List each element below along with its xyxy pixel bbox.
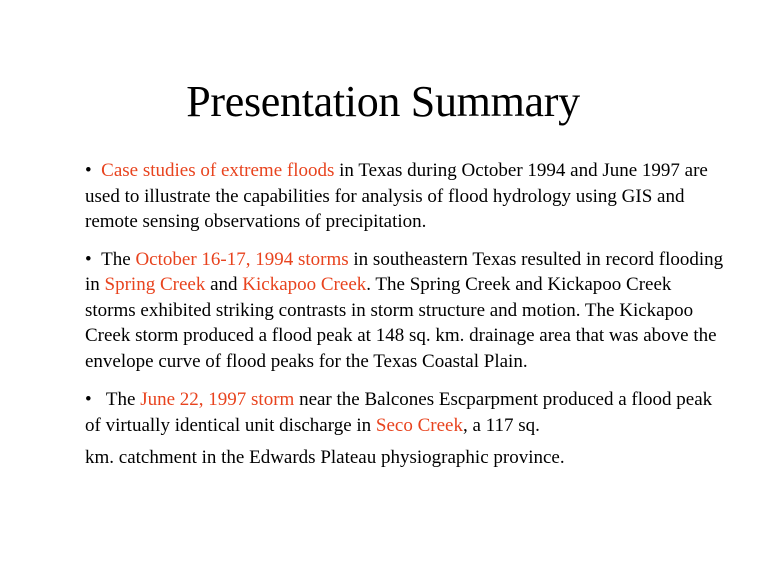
- bullet-item-3: [85, 387, 725, 471]
- body-text: , a 117 sq.: [462, 414, 540, 436]
- body-text: and: [205, 274, 243, 295]
- bullet-list: [85, 158, 725, 471]
- body-text: near the Balcones Escparpment produced a flood peak of virtually identical unit discharge in: [85, 389, 713, 436]
- highlight-text: Kickapoo Creek: [242, 274, 367, 295]
- body-text: . The Spring Creek and Kickapoo Creek storms exhibited striking contrasts in storm structure and motion. The Kickapoo Creek storm produced a flood peak at 148 sq. km. drainage area that was above the envelope curve of flood peaks for the Texas Coastal Plain.: [85, 274, 717, 372]
- body-text: in Texas during October 1994 and June 1997 are used to illustrate the capabilities for analysis of flood hydrology using GIS and remote sensing observations of precipitation.: [85, 160, 708, 232]
- highlight-text: Case studies of extreme floods: [101, 160, 335, 181]
- highlight-text: October 16-17, 1994 storms: [135, 248, 349, 270]
- highlight-text: Seco Creek: [375, 414, 463, 436]
- bullet-item-1: [85, 158, 725, 235]
- bullet-marker: •: [85, 389, 92, 410]
- bullet-marker: •: [85, 160, 92, 181]
- body-text: km. catchment in the Edwards Plateau physiographic province.: [85, 447, 565, 468]
- body-text: The: [101, 248, 136, 270]
- slide-title: [0, 76, 768, 128]
- body-text: The: [105, 389, 141, 410]
- body-text: in southeastern Texas resulted in record flooding in: [85, 248, 724, 295]
- bullet-marker: •: [85, 248, 92, 270]
- slide-title-text: Presentation Summary: [186, 77, 580, 126]
- bullet-item-2: [85, 247, 725, 375]
- highlight-text: Spring Creek: [104, 274, 206, 295]
- highlight-text: June 22, 1997 storm: [140, 389, 295, 410]
